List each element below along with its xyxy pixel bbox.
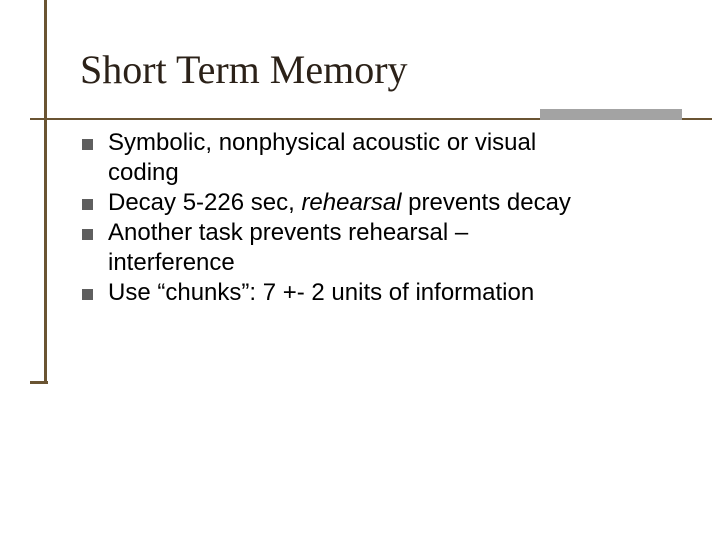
bullet-item <box>82 218 682 278</box>
bullet-text: Decay 5-226 sec, <box>108 189 302 216</box>
accent-bar <box>540 109 682 120</box>
bullet-text-line <box>108 188 682 218</box>
bottom-tick <box>30 381 48 384</box>
slide-title: Short Term Memory <box>80 47 408 92</box>
bullet-text-line: Symbolic, nonphysical acoustic or visual <box>108 129 537 156</box>
bullet-item <box>82 188 682 218</box>
bullet-item <box>82 278 682 308</box>
bullet-text-line: interference <box>108 249 235 276</box>
bullet-item <box>82 128 682 188</box>
bullet-text-line: Another task prevents rehearsal – <box>108 219 469 246</box>
bullet-emphasis: rehearsal <box>301 189 402 216</box>
square-bullet-icon <box>82 229 93 240</box>
bullet-text: prevents decay <box>401 189 571 216</box>
left-rule <box>44 0 47 383</box>
square-bullet-icon <box>82 139 93 150</box>
bullet-list <box>82 128 682 308</box>
bullet-text-line: Use “chunks”: 7 +- 2 units of information <box>108 279 535 306</box>
square-bullet-icon <box>82 289 93 300</box>
bullet-text-line: coding <box>108 159 179 186</box>
square-bullet-icon <box>82 199 93 210</box>
